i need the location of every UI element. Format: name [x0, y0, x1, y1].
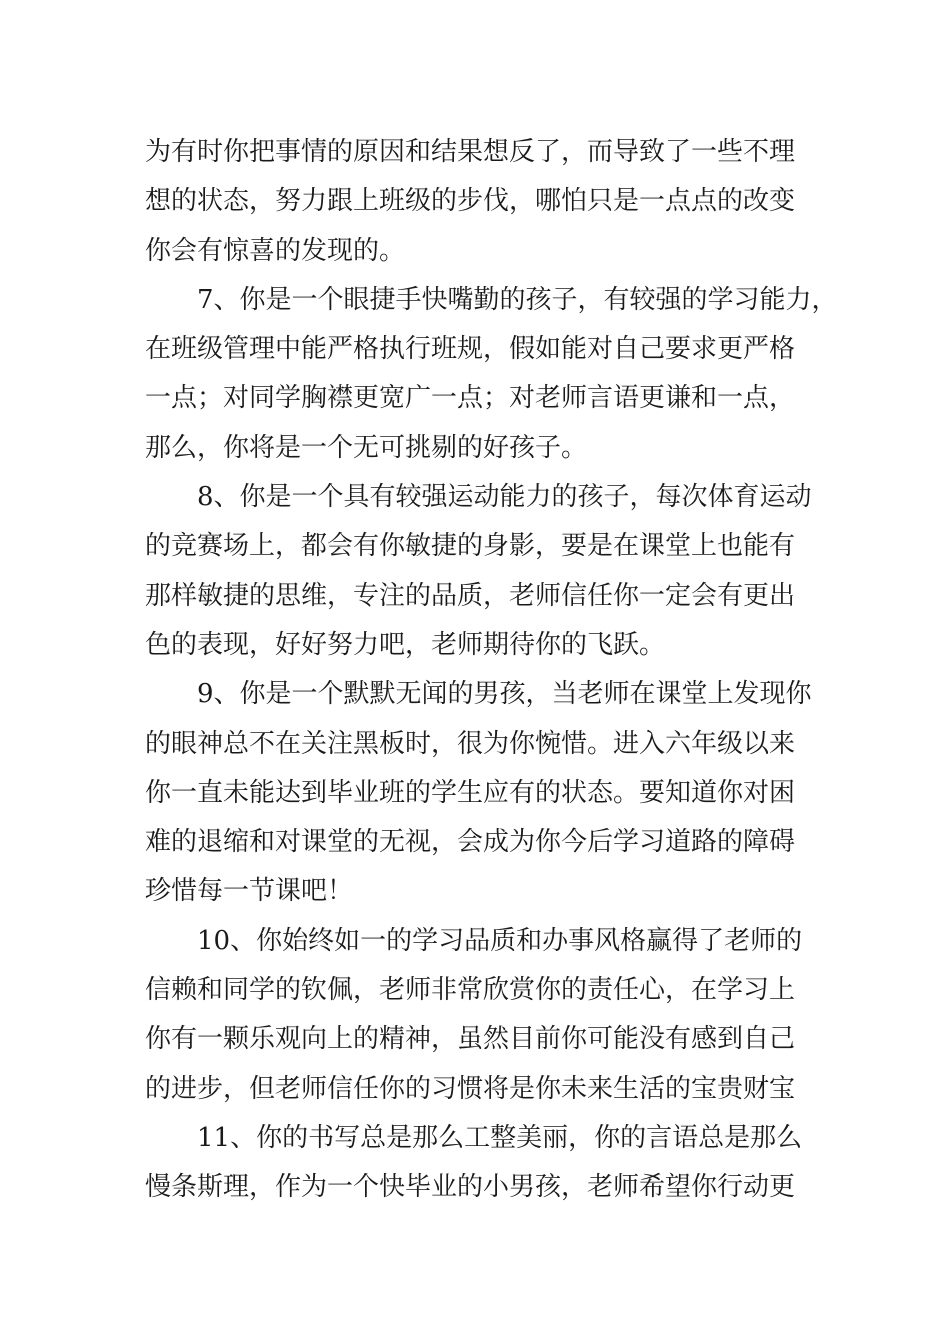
text-line: 9、你是一个默默无闻的男孩，当老师在课堂上发现你 [197, 679, 812, 710]
text-line: 的眼神总不在关注黑板时，很为你惋惜。进入六年级以来 [145, 728, 796, 759]
text-line: 那样敏捷的思维，专注的品质，老师信任你一定会有更出 [145, 580, 796, 611]
text-line: 的进步，但老师信任你的习惯将是你未来生活的宝贵财宝 [145, 1073, 796, 1104]
text-line: 信赖和同学的钦佩，老师非常欣赏你的责任心，在学习上 [145, 975, 796, 1006]
text-line: 难的退缩和对课堂的无视，会成为你今后学习道路的障碍 [145, 827, 796, 858]
text-line: 在班级管理中能严格执行班规，假如能对自己要求更严格 [145, 334, 796, 365]
text-line: 为有时你把事情的原因和结果想反了，而导致了一些不理 [145, 137, 796, 167]
text-line: 你一直未能达到毕业班的学生应有的状态。要知道你对困 [145, 777, 796, 808]
text-line: 那么，你将是一个无可挑剔的好孩子。 [145, 432, 588, 463]
text-line: 慢条斯理，作为一个快毕业的小男孩，老师希望你行动更 [145, 1172, 796, 1203]
text-line: 8、你是一个具有较强运动能力的孩子，每次体育运动 [197, 482, 812, 513]
text-line: 11、你的书写总是那么工整美丽，你的言语总是那么 [197, 1122, 803, 1153]
text-line: 你会有惊喜的发现的。 [145, 235, 406, 266]
text-line: 的竞赛场上，都会有你敏捷的身影，要是在课堂上也能有 [145, 531, 796, 562]
text-line: 你有一颗乐观向上的精神，虽然目前你可能没有感到自己 [145, 1024, 796, 1055]
text-line: 7、你是一个眼捷手快嘴勤的孩子，有较强的学习能力， [197, 284, 838, 315]
text-line: 一点；对同学胸襟更宽广一点；对老师言语更谦和一点， [145, 383, 796, 414]
document-text [145, 128, 838, 1213]
text-line: 珍惜每一节课吧！ [145, 876, 354, 907]
text-line: 10、你始终如一的学习品质和办事风格赢得了老师的 [197, 925, 803, 956]
text-line: 想的状态，努力跟上班级的步伐，哪怕只是一点点的改变 [145, 186, 796, 217]
text-line: 色的表现，好好努力吧，老师期待你的飞跃。 [145, 629, 666, 660]
